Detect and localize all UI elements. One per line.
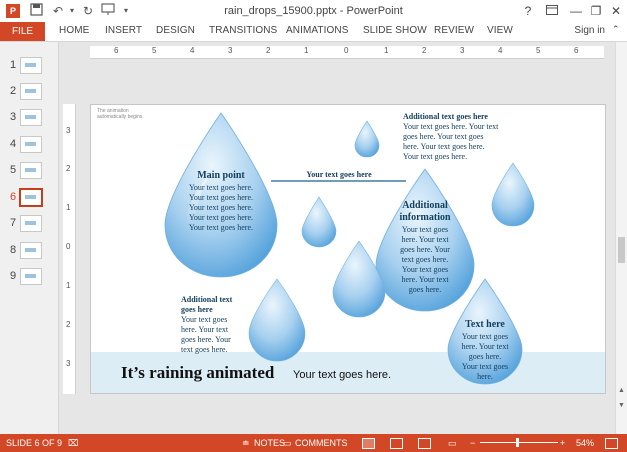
text-here-line[interactable]: Your text goes (461, 362, 509, 371)
notes-button[interactable]: NOTES (254, 438, 286, 448)
slide-thumbnails-pane (0, 42, 59, 434)
thumbnail-number: 4 (10, 138, 17, 150)
raindrop-small-mid (302, 197, 336, 247)
thumbnail-image (20, 109, 42, 126)
window-title: rain_drops_15900.pptx - PowerPoint (224, 5, 403, 17)
top-right-line[interactable]: here. Your text goes here. (403, 142, 485, 151)
comments-button[interactable]: COMMENTS (295, 438, 348, 448)
additional-info-title[interactable]: Additional (402, 200, 448, 211)
additional-info-line[interactable]: Your text goes (401, 265, 449, 274)
ruler-tick: 2 (66, 164, 71, 173)
zoom-level[interactable]: 54% (576, 438, 595, 448)
main-point-title[interactable]: Main point (197, 170, 245, 181)
main-point-line[interactable]: Your text goes here. (188, 213, 254, 222)
ruler-tick: 5 (152, 46, 157, 55)
tab-transitions[interactable]: TRANSITIONS (209, 25, 278, 36)
additional-info-line[interactable]: here. Your text (401, 275, 449, 284)
raindrop-mid (333, 241, 385, 317)
text-here-line[interactable]: Your text goes (461, 332, 509, 341)
thumbnail-slide-4[interactable] (0, 136, 58, 154)
text-here-title[interactable]: Text here (465, 319, 505, 330)
powerpoint-icon[interactable]: P (6, 4, 20, 18)
text-here-line[interactable]: here. (477, 372, 493, 381)
thumbnail-slide-6[interactable] (0, 189, 58, 207)
ruler-tick: 1 (304, 46, 309, 55)
thumbnail-number: 9 (10, 270, 17, 282)
top-right-title[interactable]: Additional text goes here (403, 112, 488, 121)
thumbnail-number: 5 (10, 164, 17, 176)
thumbnail-slide-5[interactable] (0, 162, 58, 180)
ruler-tick: 4 (498, 46, 503, 55)
ruler-tick: 6 (114, 46, 119, 55)
connector-label[interactable]: Your text goes here (306, 170, 372, 179)
additional-info-line[interactable]: here. Your text (401, 235, 449, 244)
thumbnail-number: 1 (10, 59, 17, 71)
previous-slide-icon[interactable]: ▲ (618, 387, 625, 394)
collapse-ribbon-icon[interactable]: ⌃ (612, 24, 620, 34)
ruler-tick: 4 (190, 46, 195, 55)
thumbnail-image (19, 188, 43, 207)
bottom-left-line[interactable]: text goes here. (181, 345, 228, 354)
horizontal-ruler[interactable] (90, 46, 604, 59)
thumbnail-image (20, 215, 42, 232)
spelling-icon[interactable]: ⌧ (68, 438, 79, 448)
ruler-tick: 2 (266, 46, 271, 55)
slide-heading[interactable]: It’s raining animated (121, 363, 275, 382)
ruler-tick: 3 (460, 46, 465, 55)
zoom-out-button[interactable]: − (470, 438, 476, 448)
top-right-line[interactable]: goes here. Your text goes (403, 132, 484, 141)
close-button[interactable]: ✕ (610, 4, 622, 18)
tab-slide-show[interactable]: SLIDE SHOW (363, 25, 427, 36)
thumbnail-image (20, 57, 42, 74)
raindrop-small-top (355, 121, 379, 157)
zoom-slider[interactable] (480, 442, 558, 443)
bottom-left-title[interactable]: Additional text (181, 295, 233, 304)
ruler-tick: 6 (574, 46, 579, 55)
additional-info-title[interactable]: information (399, 212, 451, 223)
thumbnail-number: 6 (10, 191, 17, 203)
tab-file[interactable]: FILE (0, 22, 45, 41)
ruler-tick: 1 (384, 46, 389, 55)
tab-design[interactable]: DESIGN (156, 25, 195, 36)
slide-sorter-icon[interactable] (390, 438, 403, 449)
slide-subheading[interactable]: Your text goes here. (293, 369, 392, 381)
thumbnail-slide-2[interactable] (0, 83, 58, 101)
next-slide-icon[interactable]: ▼ (618, 402, 625, 409)
undo-icon[interactable]: ↶ (52, 4, 64, 18)
ruler-tick: 5 (536, 46, 541, 55)
notes-icon[interactable]: ≐ (242, 438, 250, 448)
main-point-line[interactable]: Your text goes here. (188, 223, 254, 232)
bottom-left-line[interactable]: goes here. Your (181, 335, 231, 344)
main-point-line[interactable]: Your text goes here. (188, 193, 254, 202)
slide-show-icon[interactable]: ▭ (448, 438, 457, 448)
normal-view-icon[interactable] (362, 438, 375, 449)
ribbon-tabs (0, 22, 627, 42)
additional-info-line[interactable]: text goes here. (401, 255, 449, 264)
reading-view-icon[interactable] (418, 438, 431, 449)
ruler-tick: 0 (66, 242, 71, 251)
restore-button[interactable]: ❐ (590, 4, 602, 18)
title-bar (0, 0, 627, 22)
main-point-line[interactable]: Your text goes here. (188, 183, 254, 192)
ruler-tick: 3 (228, 46, 233, 55)
additional-info-line[interactable]: Your text goes (401, 225, 449, 234)
thumbnail-number: 2 (10, 85, 17, 97)
bottom-left-title[interactable]: goes here (181, 305, 213, 314)
ruler-tick: 1 (66, 281, 71, 290)
thumbnail-image (20, 268, 42, 285)
thumbnail-image (20, 162, 42, 179)
scrollbar-thumb[interactable] (618, 237, 625, 263)
zoom-in-button[interactable]: + (560, 438, 566, 448)
ribbon-display-button[interactable] (543, 3, 561, 19)
help-button[interactable]: ? (524, 4, 532, 18)
thumbnail-number: 7 (10, 217, 17, 229)
slide-counter: SLIDE 6 OF 9 (6, 438, 63, 448)
tab-review[interactable]: REVIEW (434, 25, 475, 36)
thumbnail-slide-1[interactable] (0, 57, 58, 75)
thumbnail-image (20, 136, 42, 153)
undo-dropdown-icon[interactable]: ▾ (69, 6, 74, 15)
ruler-tick: 3 (66, 359, 71, 368)
top-right-line[interactable]: Your text goes here. (403, 152, 468, 161)
additional-info-line[interactable]: goes here. Your (400, 245, 450, 254)
customize-icon[interactable]: ▾ (123, 6, 128, 15)
vertical-scrollbar[interactable] (615, 42, 627, 434)
thumbnail-slide-3[interactable] (0, 109, 58, 127)
tab-home[interactable]: HOME (59, 25, 90, 36)
thumbnail-number: 8 (10, 244, 17, 256)
ruler-tick: 1 (66, 203, 71, 212)
text-here-line[interactable]: goes here. (468, 352, 502, 361)
main-point-line[interactable]: Your text goes here. (188, 203, 254, 212)
thumbnail-image (20, 83, 42, 100)
ruler-tick: 2 (422, 46, 427, 55)
fit-slide-icon[interactable] (605, 438, 618, 449)
tab-animations[interactable]: ANIMATIONS (286, 25, 349, 36)
thumbnail-slide-9[interactable] (0, 268, 58, 286)
comments-icon[interactable]: ▭ (283, 438, 292, 448)
zoom-slider-knob[interactable] (516, 438, 519, 447)
status-bar (0, 434, 627, 452)
additional-info-line[interactable]: goes here. (408, 285, 442, 294)
tab-insert[interactable]: INSERT (105, 25, 143, 36)
minimize-button[interactable]: — (570, 4, 582, 18)
slide[interactable] (90, 104, 606, 394)
thumbnail-slide-8[interactable] (0, 242, 58, 260)
sign-in-link[interactable]: Sign in (574, 25, 605, 36)
bottom-left-line[interactable]: Your text goes (181, 315, 228, 324)
bottom-left-line[interactable]: here. Your text (181, 325, 229, 334)
ruler-tick: 2 (66, 320, 71, 329)
raindrop-right-top (492, 163, 534, 226)
text-here-line[interactable]: here. Your text (461, 342, 509, 351)
thumbnail-number: 3 (10, 111, 17, 123)
thumbnail-image (20, 242, 42, 259)
thumbnail-slide-7[interactable] (0, 215, 58, 233)
tab-view[interactable]: VIEW (487, 25, 513, 36)
ruler-tick: 0 (344, 46, 349, 55)
top-right-line[interactable]: Your text goes here. Your text (403, 122, 499, 131)
vertical-ruler[interactable] (63, 104, 76, 394)
redo-icon[interactable]: ↻ (82, 4, 94, 18)
animation-note: The animation automatically begins. (97, 108, 144, 120)
ruler-tick: 3 (66, 126, 71, 135)
